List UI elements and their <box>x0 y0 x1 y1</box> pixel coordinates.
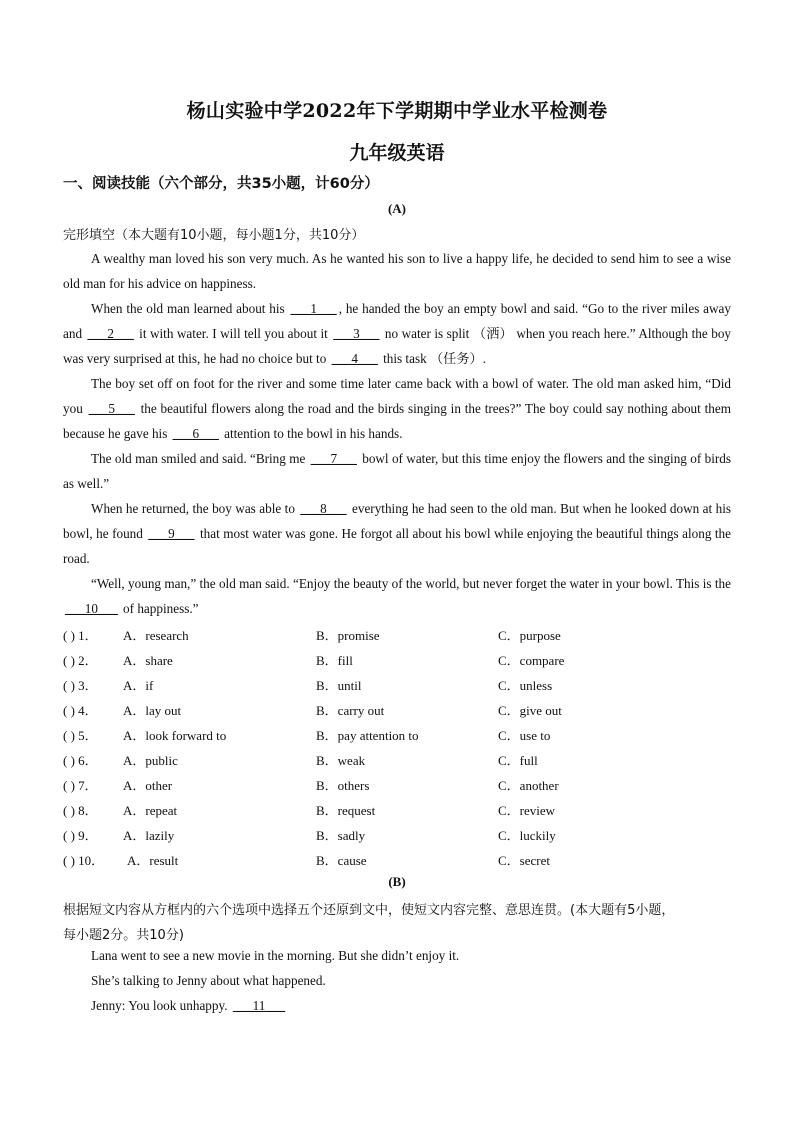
blank-9: ___9___ <box>148 526 195 541</box>
question-row <box>63 825 731 845</box>
option-b: B．carry out <box>316 703 385 718</box>
dialogue-intro-line: Lana went to see a new movie in the morning. But she didn’t enjoy it. <box>91 948 460 963</box>
part-a-label: (A) <box>387 201 407 216</box>
option-a: A．public <box>123 753 178 768</box>
paragraph-text: of happiness.” <box>119 601 199 616</box>
option-b: B．fill <box>316 653 353 668</box>
paragraph-text: that most water was gone. He forgot all about his bowl while enjoying the beautiful things along the road. <box>63 526 732 566</box>
question-row <box>63 750 731 770</box>
answer-paren[interactable]: ( ) 8． <box>63 803 98 818</box>
blank-7: ___7___ <box>310 451 357 466</box>
passage-paragraph-4 <box>63 446 731 496</box>
option-c: C．give out <box>498 703 562 718</box>
paragraph-text: , he handed the boy an empty bowl and said. “Go to the river miles away and <box>63 301 731 341</box>
option-c: C．unless <box>498 678 553 693</box>
question-row <box>63 650 731 670</box>
passage-paragraph-3 <box>63 371 731 446</box>
blank-11: ___11___ <box>232 998 286 1013</box>
option-a: A．lazily <box>123 828 175 843</box>
answer-paren[interactable]: ( ) 4． <box>63 703 98 718</box>
option-a: A．if <box>123 678 154 693</box>
option-a: A．lay out <box>123 703 182 718</box>
option-c: C．luckily <box>498 828 556 843</box>
option-b: B．until <box>316 678 362 693</box>
paragraph-text: bowl of water, but this time enjoy the flowers and the singing of birds as well.” <box>63 451 731 491</box>
option-b: B．promise <box>316 628 380 643</box>
answer-paren[interactable]: ( ) 6． <box>63 753 98 768</box>
part-b-instruction: 根据短文内容从方框内的六个选项中选择五个还原到文中，使短文内容完整、意思连贯。(本大题有5小题， <box>63 903 675 918</box>
option-a: A．other <box>123 778 173 793</box>
paragraph-text: no water is split （洒） when you reach here.” Although the boy was very surprised at this, he had no choice but to <box>63 326 732 366</box>
option-b: B．weak <box>316 753 366 768</box>
paragraph-text: the beautiful flowers along the road and the birds singing in the trees?” The boy could say nothing about them because he gave his <box>63 401 732 441</box>
blank-6: ___6___ <box>172 426 219 441</box>
option-b: B．request <box>316 803 376 818</box>
question-row <box>63 700 731 720</box>
option-c: C．use to <box>498 728 551 743</box>
option-a: A．look forward to <box>123 728 227 743</box>
part-b-label: (B) <box>388 874 406 889</box>
paragraph-text: The old man smiled and said. “Bring me <box>91 451 309 466</box>
passage-paragraph-6 <box>63 571 731 621</box>
dialogue-intro-line: She’s talking to Jenny about what happened. <box>91 973 326 988</box>
blank-3: ___3___ <box>333 326 380 341</box>
passage-paragraph-5 <box>63 496 731 571</box>
option-c: C．compare <box>498 653 565 668</box>
option-b: B．others <box>316 778 370 793</box>
answer-paren[interactable]: ( ) 2． <box>63 653 98 668</box>
option-a: A．share <box>123 653 173 668</box>
paragraph-text: A wealthy man loved his son very much. As he wanted his son to live a happy life, he decided to send him to see a wise old man for his advice on happiness. <box>63 251 731 291</box>
answer-paren[interactable]: ( ) 10． <box>63 853 105 868</box>
option-b: B．cause <box>316 853 367 868</box>
question-row <box>63 725 731 745</box>
question-row <box>63 775 731 795</box>
paragraph-text: attention to the bowl in his hands. <box>220 426 403 441</box>
paragraph-text: When he returned, the boy was able to <box>91 501 299 516</box>
option-b: B．pay attention to <box>316 728 419 743</box>
part-b-instruction-cont: 每小题2分。共10分) <box>63 928 184 943</box>
question-row <box>63 800 731 820</box>
blank-10: ___10___ <box>65 601 118 616</box>
paragraph-text: When the old man learned about his <box>91 301 289 316</box>
option-b: B．sadly <box>316 828 366 843</box>
option-a: A．research <box>123 628 189 643</box>
option-c: C．review <box>498 803 556 818</box>
paragraph-text: this task （任务）. <box>379 351 487 366</box>
option-c: C．purpose <box>498 628 561 643</box>
exam-title: 杨山实验中学2022年下学期期中学业水平检测卷 <box>186 100 608 122</box>
question-row <box>63 625 731 645</box>
dialogue-text: Jenny: You look unhappy. <box>91 998 231 1013</box>
paragraph-text: The boy set off on foot for the river and some time later came back with a bowl of water. The old man asked him, “Did you <box>63 376 731 416</box>
blank-5: ___5___ <box>88 401 135 416</box>
paragraph-text: it with water. I will tell you about it <box>135 326 332 341</box>
blank-8: ___8___ <box>300 501 347 516</box>
answer-paren[interactable]: ( ) 9． <box>63 828 98 843</box>
section-heading: 一、阅读技能（六个部分，共35小题，计60分） <box>63 176 379 192</box>
paragraph-text: everything he had seen to the old man. But when he looked down at his bowl, he found <box>63 501 731 541</box>
blank-2: ___2___ <box>87 326 134 341</box>
blank-1: ___1___ <box>290 301 337 316</box>
option-a: A．result <box>127 853 179 868</box>
exam-subtitle: 九年级英语 <box>349 142 445 164</box>
passage-paragraph-2 <box>63 296 731 371</box>
answer-paren[interactable]: ( ) 5． <box>63 728 98 743</box>
answer-paren[interactable]: ( ) 7． <box>63 778 98 793</box>
question-row <box>63 850 731 870</box>
part-a-instruction: 完形填空（本大题有10小题，每小题1分，共10分） <box>63 228 365 243</box>
dialogue-line <box>91 998 287 1014</box>
question-row <box>63 675 731 695</box>
paragraph-text: “Well, young man,” the old man said. “Enjoy the beauty of the world, but never forget the water in your bowl. This is the <box>91 576 731 591</box>
option-c: C．secret <box>498 853 550 868</box>
option-c: C．another <box>498 778 559 793</box>
answer-paren[interactable]: ( ) 1． <box>63 628 98 643</box>
passage-paragraph-1 <box>63 246 731 296</box>
blank-4: ___4___ <box>331 351 378 366</box>
option-a: A．repeat <box>123 803 178 818</box>
answer-paren[interactable]: ( ) 3． <box>63 678 98 693</box>
option-c: C．full <box>498 753 538 768</box>
